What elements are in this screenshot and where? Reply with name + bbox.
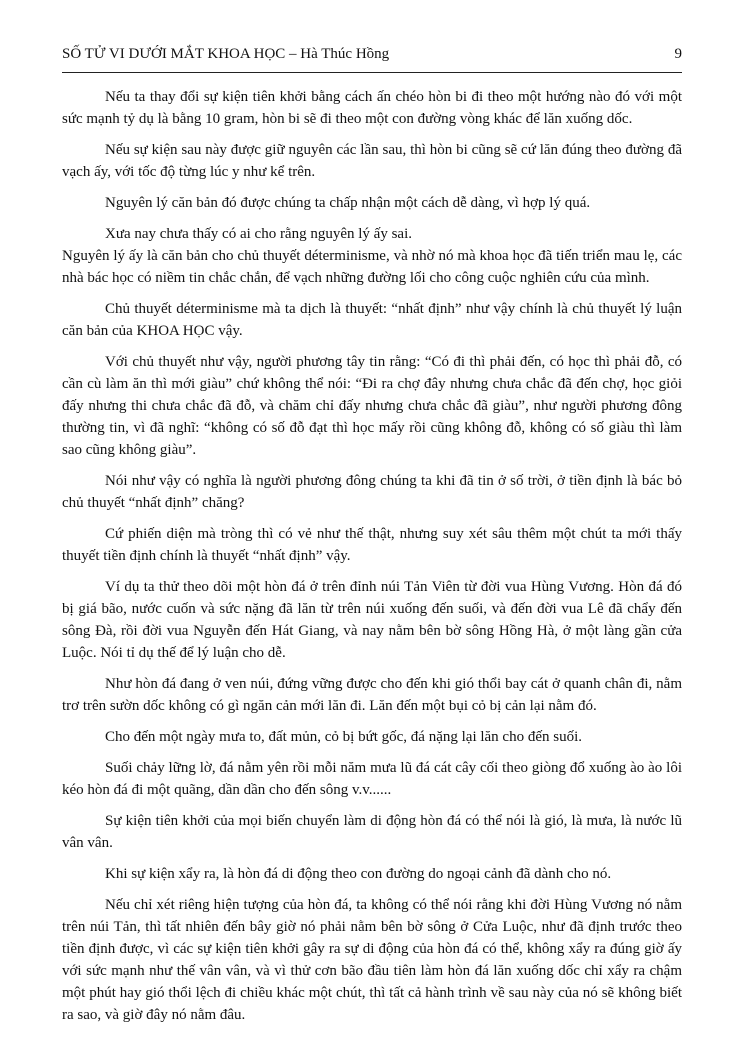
paragraph: Như hòn đá đang ở ven núi, đứng vững được cho đến khi gió thổi bay cát ở quanh chân đi, nằm trơ trên sườn dốc không có gì ngăn cản mới lăn đi. Lăn đến một bụi cỏ bị cản lại nằm đó. — [62, 676, 682, 714]
running-header — [62, 46, 682, 68]
paragraph: Nếu chỉ xét riêng hiện tượng của hòn đá, ta không có thể nói rằng khi đời Hùng Vương nó nằm trên núi Tản, thì tất nhiên đến bây giờ nó phải nằm bên bờ sông ở Cửa Luộc, như đã định trước theo tiền định được, vì các sự kiện tiên khởi gây ra sự di động của hòn đá có thể, không xẩy ra đúng giờ ấy với sức mạnh như thế vân vân, và vì thử cơn bão đầu tiên làm hòn đá lăn xuống dốc chỉ xẩy ra chậm một phút hay gió thổi lệch đi chiều khác một chút, thì tất cả hành trình về sau này của nó sẽ không biết ra sao, và giờ đây nó nằm đâu. — [62, 897, 682, 1023]
paragraph: Nguyên lý ấy là căn bản cho chủ thuyết déterminisme, và nhờ nó mà khoa học đã tiến triển mau lẹ, các nhà bác học có niềm tin chắc chắn, để vạch những đường lối cho công cuộc nghiên cứu của mình. — [62, 248, 682, 286]
paragraph: Nguyên lý căn bản đó được chúng ta chấp nhận một cách dễ dàng, vì hợp lý quá. — [105, 195, 591, 211]
paragraph: Ví dụ ta thử theo dõi một hòn đá ở trên đỉnh núi Tản Viên từ đời vua Hùng Vương. Hòn đá đó bị giá bão, nước cuốn và sức nặng đã lăn từ trên núi xuống đến suối, và đến đời vua Lê đã chẩy đến sông Đà, rồi đời vua Nguyễn đến Hát Giang, và nay nằm bên bờ sông Hồng Hà, ở một làng gần cửa Luộc. Nói tỉ dụ thế để lý luận cho dễ. — [62, 579, 682, 661]
paragraph: Xưa nay chưa thấy có ai cho rằng nguyên lý ấy sai. — [105, 226, 412, 242]
paragraph: Nói như vậy có nghĩa là người phương đông chúng ta khi đã tin ở số trời, ở tiền định là bác bỏ chủ thuyết “nhất định” chăng? — [62, 473, 682, 511]
header-rule — [62, 72, 682, 73]
paragraph: Khi sự kiện xẩy ra, là hòn đá di động theo con đường do ngoại cảnh đã dành cho nó. — [105, 866, 612, 882]
paragraph: Cho đến một ngày mưa to, đất mủn, cỏ bị bứt gốc, đá nặng lại lăn cho đến suối. — [105, 729, 583, 745]
paragraph: Cứ phiến diện mà tròng thì có vẻ như thế thật, nhưng suy xét sâu thêm một chút ta mới thấy thuyết tiền định chính là thuyết “nhất định” vậy. — [62, 526, 682, 564]
paragraph: Với chủ thuyết như vậy, người phương tây tin rằng: “Có đi thì phải đến, có học thì phải đỗ, có cần cù làm ăn thì mới giàu” chứ không thể nói: “Đi ra chợ đây nhưng chưa chắc đã đến chợ, học giỏi đấy nhưng thi chưa chắc đã đỗ, và chăm chỉ đấy nhưng chưa chắc đã giàu”, như người phương đông thường tin, vì đã nghĩ: “không có số đỗ đạt thì học mấy rồi cũng không đỗ, không có số giàu thì làm sao cũng không giàu”. — [62, 354, 682, 458]
paragraph: Suối chảy lững lờ, đá nằm yên rồi mỗi năm mưa lũ đá cát cây cối theo giòng đổ xuống ào ào lôi kéo hòn đá đi một quãng, dần dần cho đến sông v.v...... — [62, 760, 682, 798]
paragraph: Nếu ta thay đổi sự kiện tiên khởi bằng cách ấn chéo hòn bi đi theo một hướng nào đó với một sức mạnh tỷ dụ là bằng 10 gram, hòn bi sẽ đi theo một con đường vòng khác để lăn xuống dốc. — [62, 89, 682, 127]
paragraph: Sự kiện tiên khởi của mọi biến chuyển làm di động hòn đá có thể nói là gió, là mưa, là nước lũ vân vân. — [62, 813, 682, 851]
body-text — [62, 86, 682, 1035]
paragraph: Chủ thuyết déterminisme mà ta dịch là thuyết: “nhất định” như vậy chính là chủ thuyết lý luận căn bản của KHOA HỌC vậy. — [62, 301, 682, 339]
paragraph: Nếu sự kiện sau này được giữ nguyên các lần sau, thì hòn bi cũng sẽ cứ lăn đúng theo đường đã vạch ấy, với tốc độ từng lúc y như kể trên. — [62, 142, 682, 180]
header-title: SỐ TỬ VI DƯỚI MẮT KHOA HỌC – Hà Thúc Hồng — [62, 46, 390, 62]
page-number: 9 — [674, 46, 682, 62]
